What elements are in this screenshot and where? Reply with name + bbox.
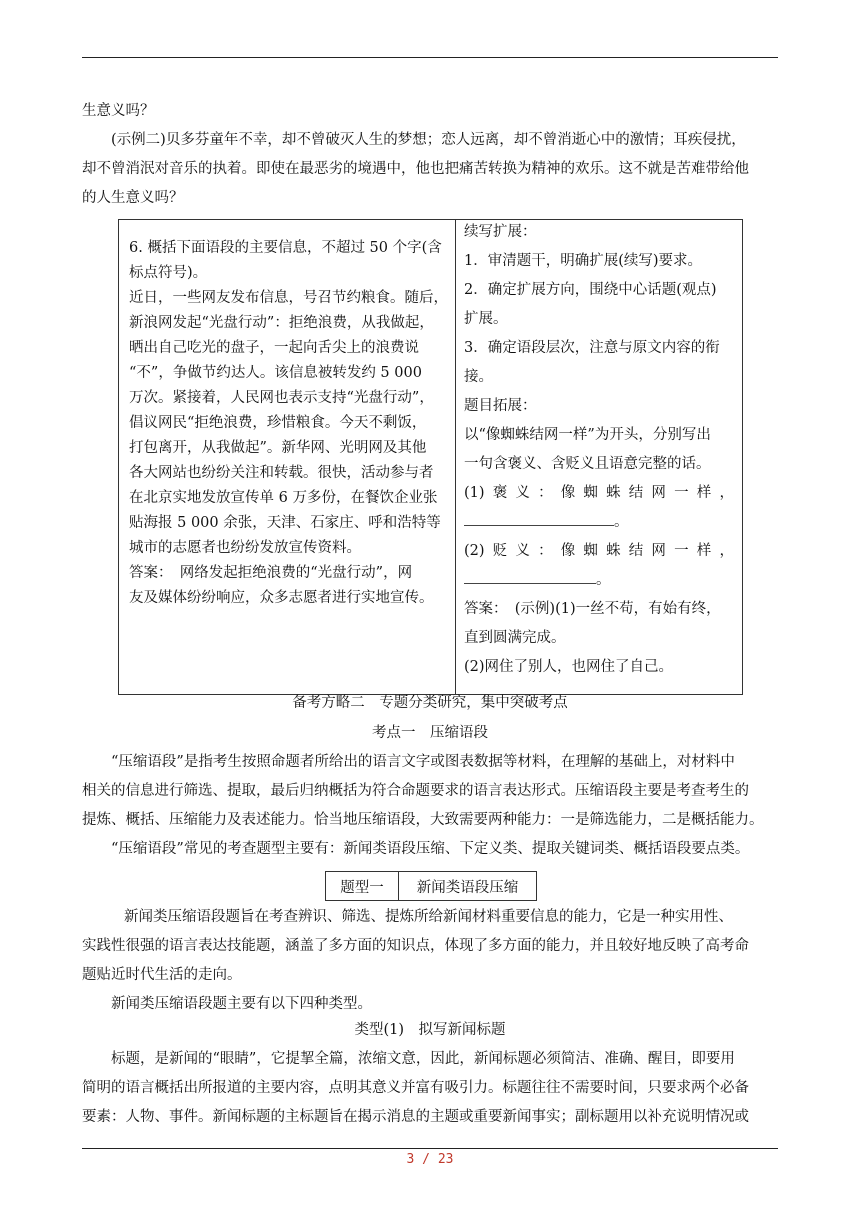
text-line: 各大网站也纷纷关注和转载。很快，活动参与者 [129,465,434,481]
text-line: 贴海报 5 000 余张，天津、石家庄、呼和浩特等 [129,515,441,531]
option-char: 样 [696,543,712,559]
intro-paragraph [82,748,778,864]
text-line: 直到圆满完成。 [464,630,566,646]
text-line: 打包离开，从我做起”。新华网、光明网及其他 [129,440,427,456]
text-line: 简明的语言概括出所报道的主要内容，点明其意义并富有吸引力。标题往往不需要时间，只要求两个必备 [82,1080,749,1096]
option-char: 义 [515,485,530,501]
text-line: 答案： (示例)(1)一丝不苟，有始有终， [464,601,721,617]
text-line: “压缩语段”是指考生按照命题者所给出的语言文字或图表数据等材料，在理解的基础上，对材料中 [111,754,735,770]
news-paragraph [82,903,778,1019]
page-number: 3 / 23 [406,1152,454,1167]
text-line: 倡议网民“拒绝浪费，珍惜粮食。今天不剩饭， [129,415,427,431]
header-rule [82,57,778,58]
text-line: 1．审清题干，明确扩展(续写)要求。 [464,253,703,269]
exercise-table [118,219,743,695]
option-char: 一 [674,543,689,559]
option-char: (2) [464,543,485,559]
question-type-label [325,871,537,901]
text-line: 一句含褒义、含贬义且语意完整的话。 [464,456,711,472]
text-line: 接。 [464,369,493,385]
text-line: 新浪网发起“光盘行动”：拒绝浪费，从我做起， [129,315,434,331]
negative-answer-blank-line [464,568,734,593]
text-line: 标题，是新闻的“眼睛”，它提挈全篇，浓缩文意，因此，新闻标题必须简洁、准确、醒目，即要用 [111,1051,735,1067]
option-char: 结 [628,485,644,501]
text-line: 以“像蜘蛛结网一样”为开头，分别写出 [464,427,711,443]
option-char: 样 [696,485,712,501]
text-line: 近日，一些网友发布信息，号召节约粮食。随后， [129,290,448,306]
type-number: 题型一 [326,872,399,900]
text-line: 相关的信息进行筛选、提取，最后归纳概括为符合命题要求的语言表达形式。压缩语段主要是考查考生的 [82,783,749,799]
text-line: 扩展。 [464,311,508,327]
option-char: 像 [560,485,576,501]
text-line: 却不曾消泯对音乐的执着。即使在最恶劣的境遇中，他也把痛苦转换为精神的欢乐。这不就是苦难带给他 [82,161,749,177]
answer-blank [464,511,614,526]
footer-rule [82,1148,778,1149]
option-char: ， [719,485,734,501]
text-line: 题贴近时代生活的走向。 [82,967,242,983]
negative-option-line [464,539,734,564]
text-line: 生意义吗？ [82,103,155,119]
option-char: ： [538,485,553,501]
text-line: 在北京实地发放宣传单 6 万多份，在餐饮企业张 [129,490,438,506]
text-line: 续写扩展： [464,224,537,240]
positive-answer-blank-line [464,510,734,535]
type-heading: 类型(1) 拟写新闻标题 [354,1022,506,1038]
text-line: 新闻类压缩语段题旨在考查辨识、筛选、提炼所给新闻材料重要信息的能力，它是一种实用性、 [124,909,734,925]
blank-end-mark: 。 [596,572,611,588]
type-name: 新闻类语段压缩 [416,879,519,896]
text-line: “压缩语段”常见的考查题型主要有：新闻类语段压缩、下定义类、提取关键词类、概括语段要点类。 [111,841,750,857]
text-line: 3．确定语段层次，注意与原文内容的衔 [464,340,720,356]
text-line: 万次。紧接着，人民网也表示支持“光盘行动”， [129,390,434,406]
option-char: 蜘 [583,543,598,559]
example-paragraph [82,97,778,213]
option-char: 贬 [492,543,508,559]
text-line: 实践性很强的语言表达技能题，涵盖了多方面的知识点，体现了多方面的能力，并且较好地反映了高考命 [82,938,749,954]
subsection-heading: 考点一 压缩语段 [372,725,488,741]
option-char: 褒 [492,485,508,501]
answer-blank [464,569,596,584]
text-line: 晒出自己吃光的盘子，一起向舌尖上的浪费说 [129,340,419,356]
text-line: “不”，争做节约达人。该信息被转发约 5 000 [129,365,422,381]
headline-paragraph [82,1045,778,1132]
blank-end-mark: 。 [614,514,629,530]
text-line: (2)网住了别人，也网住了自己。 [464,659,674,675]
option-char: 结 [628,543,644,559]
text-line: 答案： 网络发起拒绝浪费的“光盘行动”，网 [129,565,413,581]
text-line: 标点符号)。 [129,265,208,281]
text-line: (示例二)贝多芬童年不幸，却不曾破灭人生的梦想；恋人远离，却不曾消逝心中的激情；耳疾侵扰， [111,132,746,148]
text-line: 提炼、概括、压缩能力及表述能力。恰当地压缩语段，大致需要两种能力：一是筛选能力，二是概括能力。 [82,812,764,828]
option-char: 蛛 [606,543,621,559]
option-char: 网 [651,543,666,559]
text-line: 题目拓展： [464,398,537,414]
option-char: ， [719,543,734,559]
option-char: ： [538,543,553,559]
option-char: 网 [651,485,666,501]
option-char: 蜘 [583,485,598,501]
option-char: 义 [515,543,530,559]
text-line: 友及媒体纷纷响应，众多志愿者进行实地宣传。 [129,590,434,606]
text-line: 新闻类压缩语段题主要有以下四种类型。 [111,996,372,1012]
section-heading: 备考方略二 专题分类研究，集中突破考点 [292,695,568,711]
exercise-left-column [119,220,456,694]
positive-option-line [464,481,734,506]
option-char: 像 [560,543,576,559]
text-line: 6. 概括下面语段的主要信息，不超过 50 个字(含 [129,240,442,256]
text-line: 要素：人物、事件。新闻标题的主标题旨在揭示消息的主题或重要新闻事实；副标题用以补充说明情况或 [82,1109,749,1125]
text-line: 城市的志愿者也纷纷发放宣传资料。 [129,540,361,556]
text-line: 的人生意义吗？ [82,190,184,206]
option-char: (1) [464,485,485,501]
option-char: 一 [674,485,689,501]
option-char: 蛛 [606,485,621,501]
text-line: 2．确定扩展方向，围绕中心话题(观点) [464,282,717,298]
exercise-right-column [456,220,742,694]
